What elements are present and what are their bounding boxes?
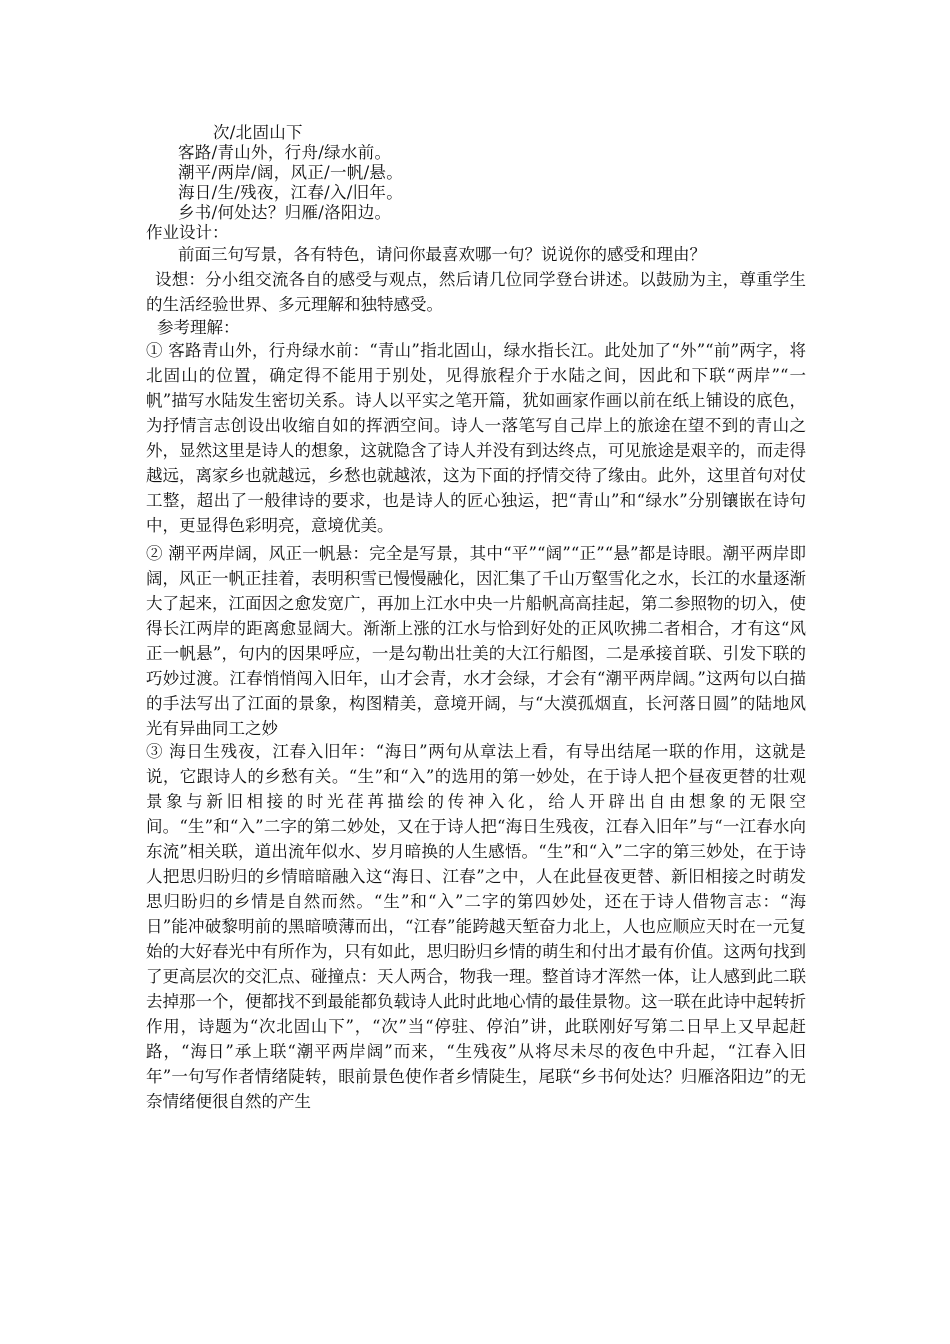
poem-line-4: 乡书/何处达？归雁/洛阳边。	[178, 203, 392, 222]
poem-title: 次/北固山下	[213, 123, 303, 142]
reference-item-2: ② 潮平两岸阔，风正一帆悬：完全是写景，其中“平”“阔”“正”“悬”都是诗眼。潮平两岸即阔，风正一帆正挂着，表明积雪已慢慢融化，因汇集了千山万壑雪化之水，长江的水量逐渐大了起来，江面因之愈发宽广，再加上江水中央一片船帆高高挂起，第二参照物的切入，使得长江两岸的距离愈显阔大。渐渐上涨的江水与恰到好处的正风吹拂二者相合，才有这“风正一帆悬”，句内的因果呼应，一是勾勒出壮美的大江行船图，二是承接首联、引发下联的巧妙过渡。江春悄悄闯入旧年，山才会青，水才会绿，才会有“潮平两岸阔。”这两句以白描的手法写出了江面的景象，构图精美，意境开阔，与“大漠孤烟直，长河落日圆”的陆地风光有异曲同工之妙	[146, 544, 806, 738]
reference-heading: 参考理解：	[157, 318, 240, 337]
homework-question: 前面三句写景，各有特色，请问你最喜欢哪一句？说说你的感受和理由？	[178, 245, 706, 264]
poem-line-1: 客路/青山外，行舟/绿水前。	[178, 143, 392, 162]
reference-item-1: ① 客路青山外，行舟绿水前：“青山”指北固山，绿水指长江。此处加了“外”“前”两字，将北固山的位置，确定得不能用于别处，见得旅程介于水陆之间，因此和下联“两岸”“一帆”描写水陆发生密切关系。诗人以平实之笔开篇，犹如画家作画以前在纸上铺设的底色，为抒情言志创设出收缩自如的挥洒空间。诗人一落笔写自己岸上的旅途在望不到的青山之外，显然这里是诗人的想象，这就隐含了诗人并没有到达终点，可见旅途是艰辛的，而走得越远，离家乡也就越远，乡愁也就越浓，这为下面的抒情交待了缘由。此外，这里首句对仗工整，超出了一般律诗的要求，也是诗人的匠心独运，把“青山”和“绿水”分别镶嵌在诗句中，更显得色彩明亮，意境优美。	[146, 341, 806, 535]
reference-item-3: ③ 海日生残夜，江春入旧年：“海日”两句从章法上看，有导出结尾一联的作用，这就是说，它跟诗人的乡愁有关。“生”和“入”的选用的第一妙处，在于诗人把个昼夜更替的壮观景象与新旧相接的时光荏苒描绘的传神入化，给人开辟出自由想象的无限空间。“生”和“入”二字的第二妙处，又在于诗人把“海日生残夜，江春入旧年”与“一江春水向东流”相关联，道出流年似水、岁月暗换的人生感悟。“生”和“入”二字的第三妙处，在于诗人把思归盼归的乡情暗暗融入这“海日、江春”之中，人在此昼夜更替、新旧相接之时萌发思归盼归的乡情是自然而然。“生”和“入”二字的第四妙处，还在于诗人借物言志：“海日”能冲破黎明前的黑暗喷薄而出，“江春”能跨越天堑奋力北上，人也应顺应天时在一元复始的大好春光中有所作为，只有如此，思归盼归乡情的萌生和付出才最有价值。这两句找到了更高层次的交汇点、碰撞点：天人两合，物我一理。整首诗才浑然一体，让人感到此二联去掉那一个，便都找不到最能都负载诗人此时此地心情的最佳景物。这一联在此诗中起转折作用，诗题为“次北固山下”，“次”当“停驻、停泊”讲，此联刚好写第二日早上又早起赶路，“海日”承上联“潮平两岸阔”而来，“生残夜”从将尽未尽的夜色中升起，“江春入旧年”一句写作者情绪陡转，眼前景色使作者乡情陡生，尾联“乡书何处达？归雁洛阳边”的无奈情绪便很自然的产生	[146, 742, 806, 1111]
homework-heading: 作业设计：	[146, 223, 229, 242]
homework-idea: 设想：分小组交流各自的感受与观点，然后请几位同学登台讲述。以鼓励为主，尊重学生的生活经验世界、多元理解和独特感受。	[146, 270, 806, 314]
poem-line-3: 海日/生/残夜，江春/入/旧年。	[178, 183, 404, 202]
poem-line-2: 潮平/两岸/阔，风正/一帆/悬。	[178, 163, 404, 182]
